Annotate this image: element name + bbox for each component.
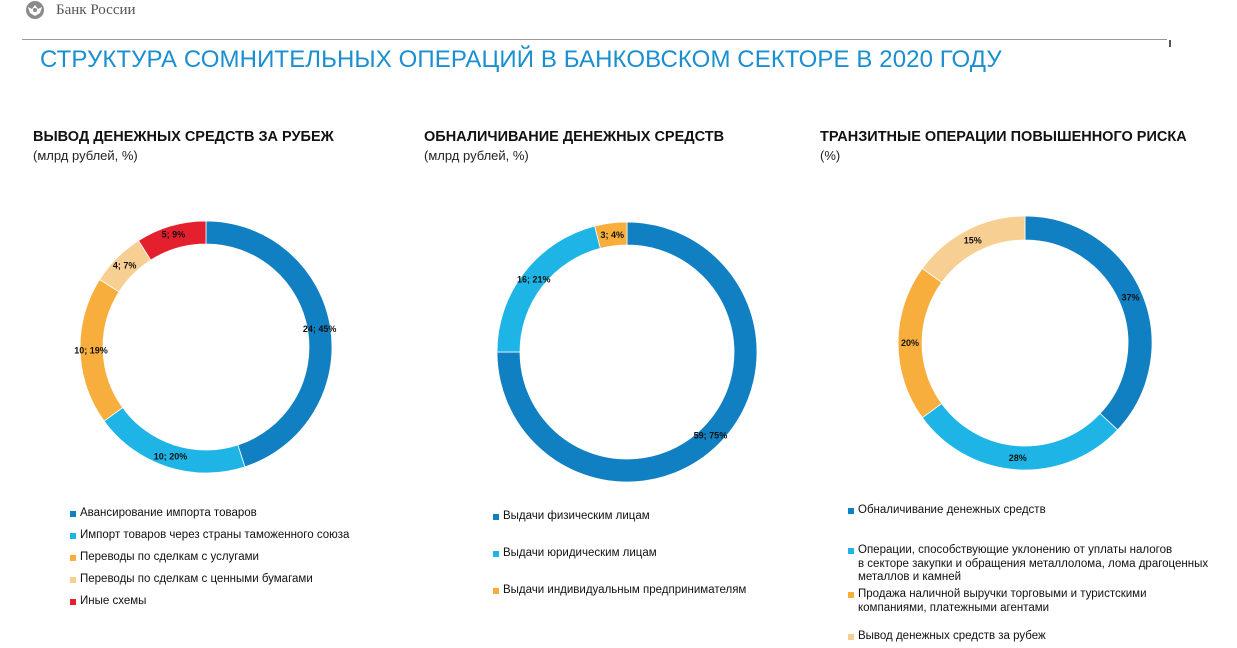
data-label: 16; 21%	[516, 274, 551, 285]
legend-swatch	[848, 508, 854, 514]
org-name: Банк России	[56, 1, 136, 18]
page-title: СТРУКТУРА СОМНИТЕЛЬНЫХ ОПЕРАЦИЙ В БАНКОВСКОМ СЕКТОРЕ В 2020 ГОДУ	[40, 46, 1002, 73]
legend-label: Обналичивание денежных средств	[858, 504, 1046, 516]
legend-item	[848, 630, 1046, 644]
legend-label: Операции, способствующие уклонению от уплаты налогов в секторе закупки и обращения металлолома, лома драгоценных металлов и камней	[858, 544, 1209, 583]
legend-item	[848, 588, 1147, 615]
legend-label: Выдачи индивидуальным предпринимателям	[503, 584, 747, 596]
data-label: 20%	[900, 338, 920, 348]
legend-label: Иные схемы	[80, 595, 147, 607]
data-label: 37%	[1121, 292, 1140, 303]
legend-label: Продажа наличной выручки торговыми и туристскими компаниями, платежными агентами	[858, 588, 1147, 614]
data-label: 15%	[963, 235, 982, 246]
panel-2-title: ОБНАЛИЧИВАНИЕ ДЕНЕЖНЫХ СРЕДСТВ	[424, 129, 725, 145]
legend-label: Вывод денежных средств за рубеж	[858, 630, 1046, 642]
donut-slice	[1025, 216, 1152, 430]
legend-label: Выдачи физическим лицам	[503, 510, 650, 522]
panel-3-subtitle: (%)	[820, 148, 841, 163]
panel-2-subtitle: (млрд рублей, %)	[424, 148, 529, 163]
legend-label: Импорт товаров через страны таможенного союза	[80, 529, 350, 541]
legend-swatch	[848, 592, 854, 598]
legend-item	[848, 544, 1208, 585]
data-label: 10; 19%	[74, 345, 108, 356]
legend-label: Переводы по сделкам с ценными бумагами	[80, 573, 313, 585]
data-label: 24; 45%	[302, 324, 337, 335]
data-label: 10; 20%	[153, 451, 188, 462]
donut-slice	[922, 216, 1025, 282]
legend-label: Переводы по сделкам с услугами	[80, 551, 259, 563]
data-label: 28%	[1008, 452, 1027, 463]
data-label: 5; 9%	[161, 229, 186, 240]
data-label: 3; 4%	[600, 229, 624, 240]
panel-3-title: ТРАНЗИТНЫЕ ОПЕРАЦИИ ПОВЫШЕННОГО РИСКА	[820, 129, 1187, 145]
legend-label: Выдачи юридическим лицам	[503, 547, 657, 559]
panel-1-title: ВЫВОД ДЕНЕЖНЫХ СРЕДСТВ ЗА РУБЕЖ	[33, 129, 334, 145]
data-label: 4; 7%	[112, 260, 137, 271]
panel-1-subtitle: (млрд рублей, %)	[33, 148, 138, 163]
data-label: 59; 75%	[693, 430, 728, 441]
legend-transit-operations	[848, 504, 1233, 644]
legend-label: Авансирование импорта товаров	[80, 507, 257, 519]
legend-swatch	[848, 548, 854, 554]
legend-swatch	[848, 634, 854, 640]
legend-item	[848, 504, 1046, 518]
